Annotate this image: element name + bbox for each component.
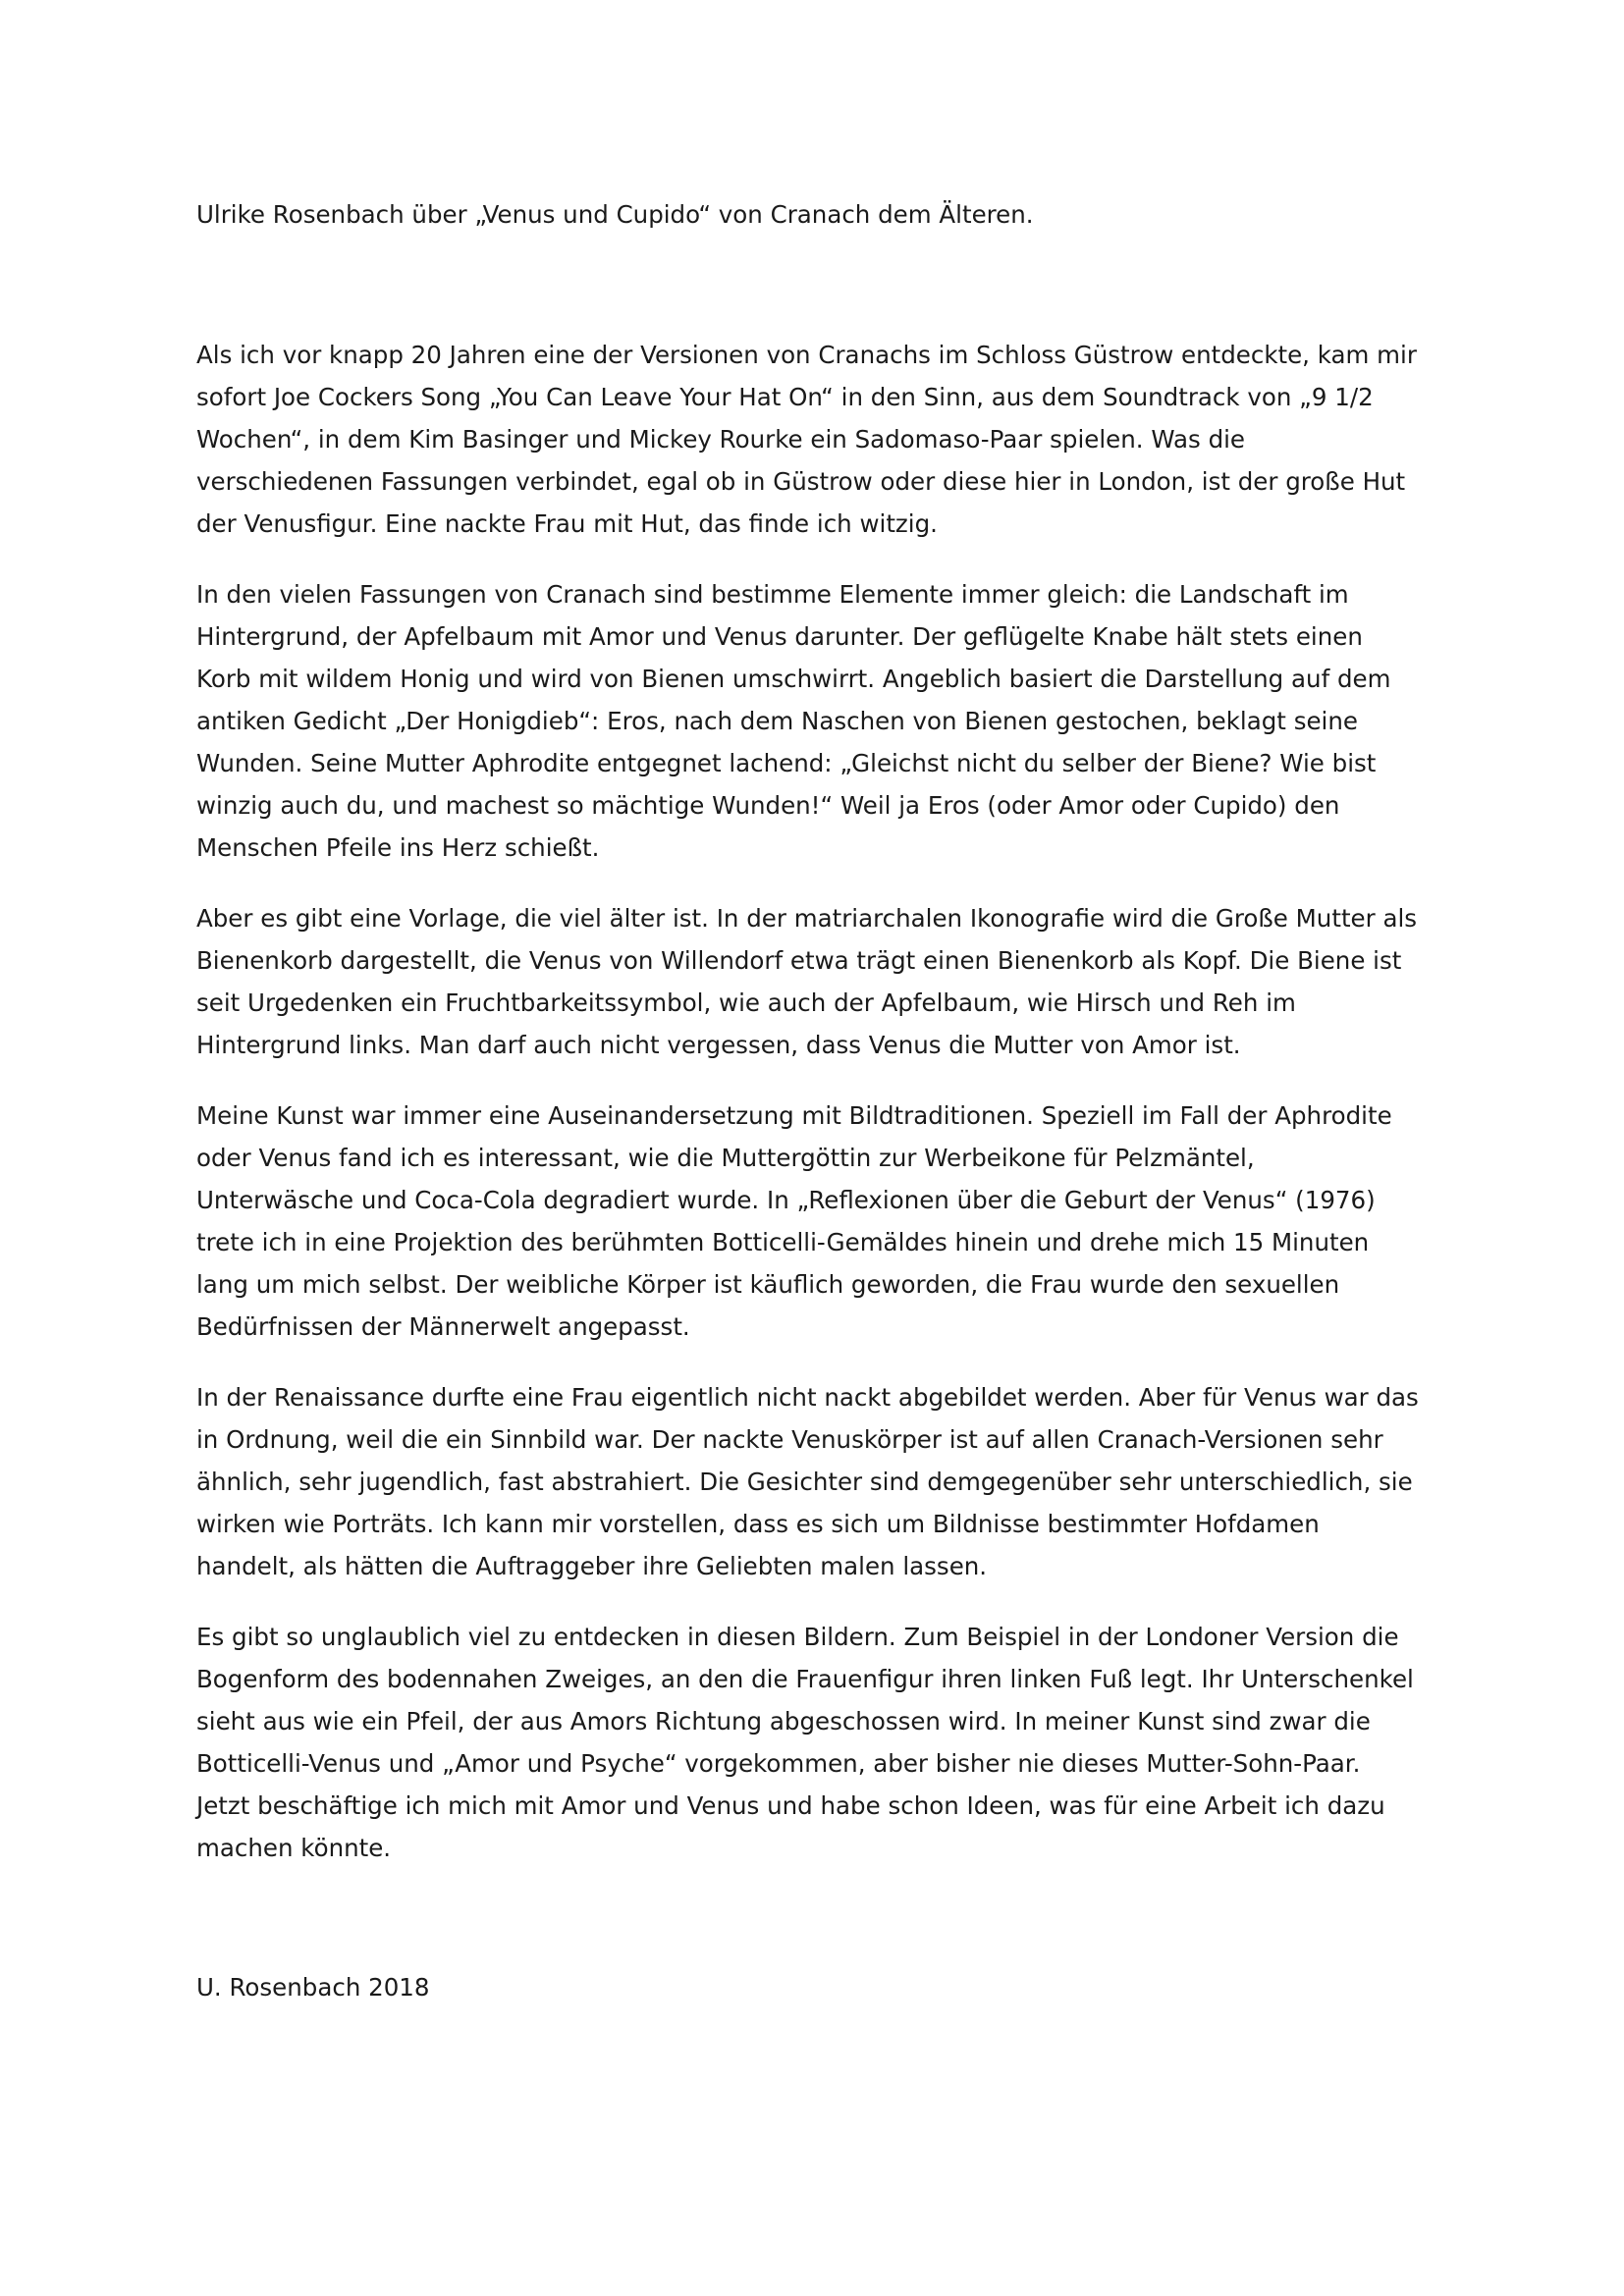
paragraph-line: machen könnte. xyxy=(196,1834,392,1862)
paragraph-line: Wochen“, in dem Kim Basinger und Mickey Rourke ein Sadomaso-Paar spielen. Was die xyxy=(196,425,1245,454)
paragraph-line: In den vielen Fassungen von Cranach sind bestimme Elemente immer gleich: die Landschaft im xyxy=(196,580,1349,609)
paragraph-line: handelt, als hätten die Auftraggeber ihre Geliebten malen lassen. xyxy=(196,1552,988,1580)
paragraph-line: ähnlich, sehr jugendlich, fast abstrahiert. Die Gesichter sind demgegenüber sehr unterschiedlich, sie xyxy=(196,1468,1413,1496)
paragraph-line: antiken Gedicht „Der Honigdieb“: Eros, nach dem Naschen von Bienen gestochen, beklagt seine xyxy=(196,707,1358,735)
paragraph-line: seit Urgedenken ein Fruchtbarkeitssymbol, wie auch der Apfelbaum, wie Hirsch und Reh im xyxy=(196,988,1296,1017)
paragraph-line: Aber es gibt eine Vorlage, die viel älter ist. In der matriarchalen Ikonografie wird die Große Mutter als xyxy=(196,904,1418,933)
paragraph-line: in Ordnung, weil die ein Sinnbild war. Der nackte Venuskörper ist auf allen Cranach-Versionen sehr xyxy=(196,1425,1383,1454)
paragraph-line: der Venusfigur. Eine nackte Frau mit Hut, das finde ich witzig. xyxy=(196,509,938,538)
paragraph-line: Hintergrund links. Man darf auch nicht vergessen, dass Venus die Mutter von Amor ist. xyxy=(196,1031,1241,1059)
paragraph-line: Als ich vor knapp 20 Jahren eine der Versionen von Cranachs im Schloss Güstrow entdeckte, kam mir xyxy=(196,341,1417,369)
paragraph-line: Unterwäsche und Coca-Cola degradiert wurde. In „Reflexionen über die Geburt der Venus“ (1976) xyxy=(196,1186,1376,1214)
paragraph-line: Bogenform des bodennahen Zweiges, an den die Frauenfigur ihren linken Fuß legt. Ihr Unterschenkel xyxy=(196,1665,1414,1693)
paragraph-line: Es gibt so unglaublich viel zu entdecken in diesen Bildern. Zum Beispiel in der Londoner Version die xyxy=(196,1623,1399,1651)
paragraph-line: Jetzt beschäftige ich mich mit Amor und Venus und habe schon Ideen, was für eine Arbeit ich dazu xyxy=(196,1791,1385,1820)
paragraph-line: Menschen Pfeile ins Herz schießt. xyxy=(196,833,600,862)
paragraph-line: lang um mich selbst. Der weibliche Körper ist käuflich geworden, die Frau wurde den sexuellen xyxy=(196,1270,1340,1299)
paragraph-line: sofort Joe Cockers Song „You Can Leave Your Hat On“ in den Sinn, aus dem Soundtrack von „9 1/2 xyxy=(196,383,1374,411)
paragraph-line: Botticelli-Venus und „Amor und Psyche“ vorgekommen, aber bisher nie dieses Mutter-Sohn-Paar. xyxy=(196,1749,1361,1778)
document-heading: Ulrike Rosenbach über „Venus und Cupido“ von Cranach dem Älteren. xyxy=(196,200,1034,229)
paragraph-line: wirken wie Porträts. Ich kann mir vorstellen, dass es sich um Bildnisse bestimmter Hofdamen xyxy=(196,1510,1320,1538)
paragraph-line: Korb mit wildem Honig und wird von Bienen umschwirrt. Angeblich basiert die Darstellung auf dem xyxy=(196,665,1391,693)
paragraph-line: verschiedenen Fassungen verbindet, egal ob in Güstrow oder diese hier in London, ist der große Hut xyxy=(196,467,1406,496)
paragraph-line: Bedürfnissen der Männerwelt angepasst. xyxy=(196,1312,690,1341)
paragraph-line: trete ich in eine Projektion des berühmten Botticelli-Gemäldes hinein und drehe mich 15 Minuten xyxy=(196,1228,1370,1256)
paragraph-line: Meine Kunst war immer eine Auseinandersetzung mit Bildtraditionen. Speziell im Fall der Aphrodite xyxy=(196,1101,1392,1130)
paragraph-line: Hintergrund, der Apfelbaum mit Amor und Venus darunter. Der geflügelte Knabe hält stets einen xyxy=(196,622,1363,651)
document-signature: U. Rosenbach 2018 xyxy=(196,1973,430,2002)
paragraph-line: winzig auch du, und machest so mächtige Wunden!“ Weil ja Eros (oder Amor oder Cupido) den xyxy=(196,791,1340,820)
paragraph-line: sieht aus wie ein Pfeil, der aus Amors Richtung abgeschossen wird. In meiner Kunst sind zwar die xyxy=(196,1707,1371,1735)
paragraph-line: Wunden. Seine Mutter Aphrodite entgegnet lachend: „Gleichst nicht du selber der Biene? Wie bist xyxy=(196,749,1377,777)
paragraph-line: oder Venus fand ich es interessant, wie die Muttergöttin zur Werbeikone für Pelzmäntel, xyxy=(196,1144,1255,1172)
paragraph-line: In der Renaissance durfte eine Frau eigentlich nicht nackt abgebildet werden. Aber für Venus war das xyxy=(196,1383,1419,1412)
paragraph-line: Bienenkorb dargestellt, die Venus von Willendorf etwa trägt einen Bienenkorb als Kopf. Die Biene ist xyxy=(196,946,1402,975)
